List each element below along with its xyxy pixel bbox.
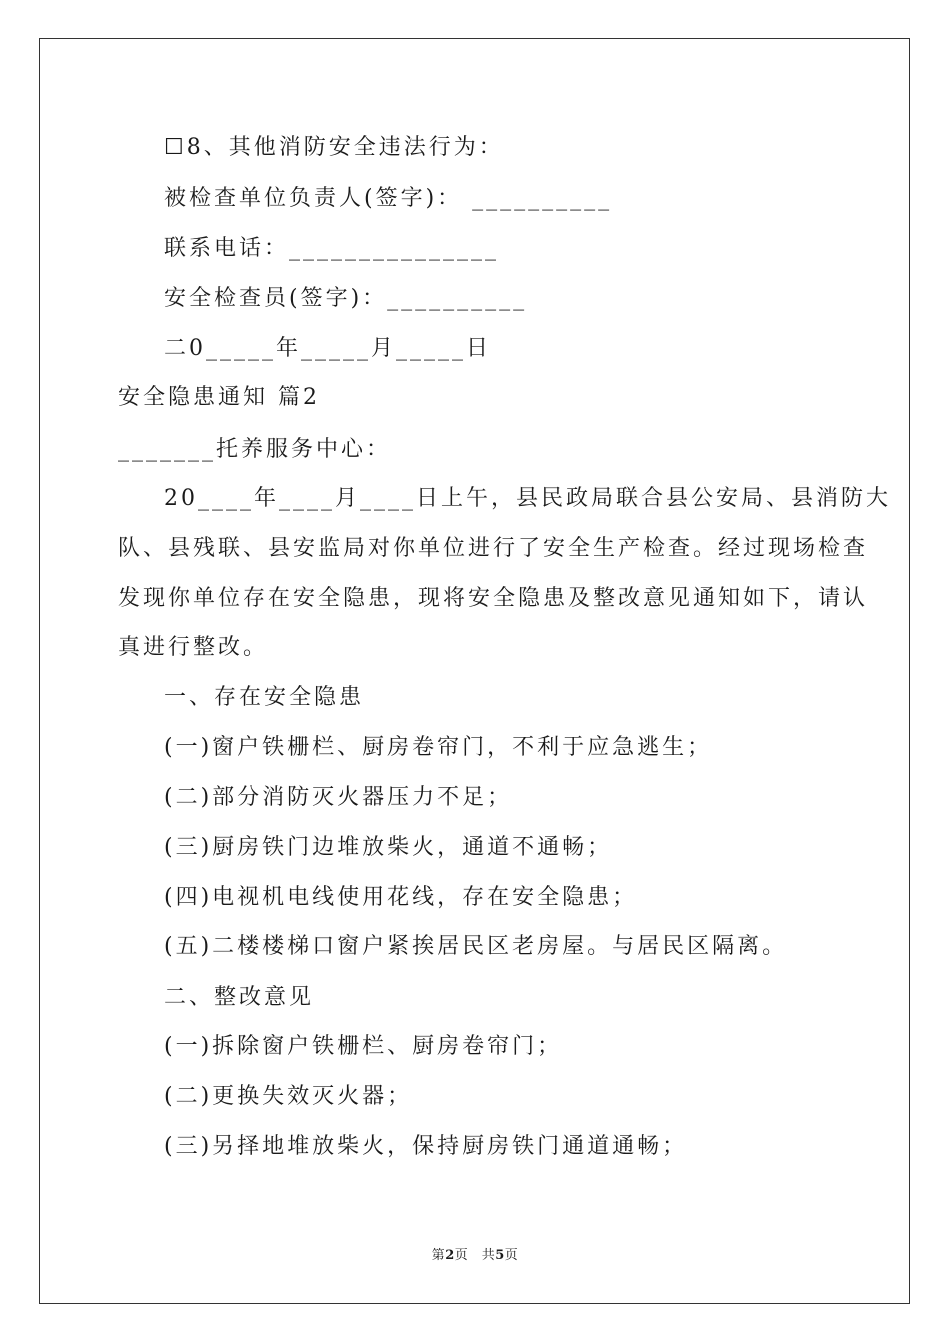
text-line: 二、整改意见 [164, 985, 315, 1010]
text-line: (四)电视机电线使用花线，存在安全隐患； [164, 885, 638, 910]
page-footer [0, 1247, 950, 1265]
section-heading: 安全隐患通知 篇2 [118, 385, 320, 410]
text-line: 一、存在安全隐患 [164, 685, 365, 710]
text-line: _______托养服务中心： [118, 437, 392, 462]
page-border [39, 38, 910, 1304]
text-line: 联系电话：_______________ [164, 236, 500, 261]
text-line: (五)二楼楼梯口窗户紧挨居民区老房屋。与居民区隔离。 [164, 934, 788, 959]
text-line: 真进行整改。 [118, 635, 269, 660]
text-line: (三)另择地堆放柴火，保持厨房铁门通道通畅； [164, 1134, 688, 1159]
text-line: 安全检查员(签字)：__________ [164, 286, 528, 311]
footer-mid: 页 共 [454, 1248, 496, 1263]
text-line: (一)窗户铁栅栏、厨房卷帘门，不利于应急逃生； [164, 735, 713, 760]
text-line: (二)更换失效灭火器； [164, 1084, 413, 1109]
text-line: 20____年____月____日上午，县民政局联合县公安局、县消防大 [164, 486, 891, 511]
footer-suffix: 页 [504, 1248, 519, 1263]
text-line: 发现你单位存在安全隐患，现将安全隐患及整改意见通知如下，请认 [118, 586, 869, 611]
footer-current-page: 2 [445, 1248, 455, 1263]
text-line: (二)部分消防灭火器压力不足； [164, 785, 513, 810]
text-line: 被检查单位负责人(签字)： __________ [164, 186, 613, 211]
text-line: 二0_____年_____月_____日 [164, 336, 491, 361]
text-line: (一)拆除窗户铁栅栏、厨房卷帘门； [164, 1034, 563, 1059]
footer-prefix: 第 [431, 1248, 446, 1263]
text-line: (三)厨房铁门边堆放柴火，通道不通畅； [164, 835, 613, 860]
text-line: ☐8、其他消防安全违法行为： [164, 135, 504, 160]
footer-total-pages: 5 [495, 1248, 505, 1263]
text-line: 队、县残联、县安监局对你单位进行了安全生产检查。经过现场检查 [118, 536, 869, 561]
